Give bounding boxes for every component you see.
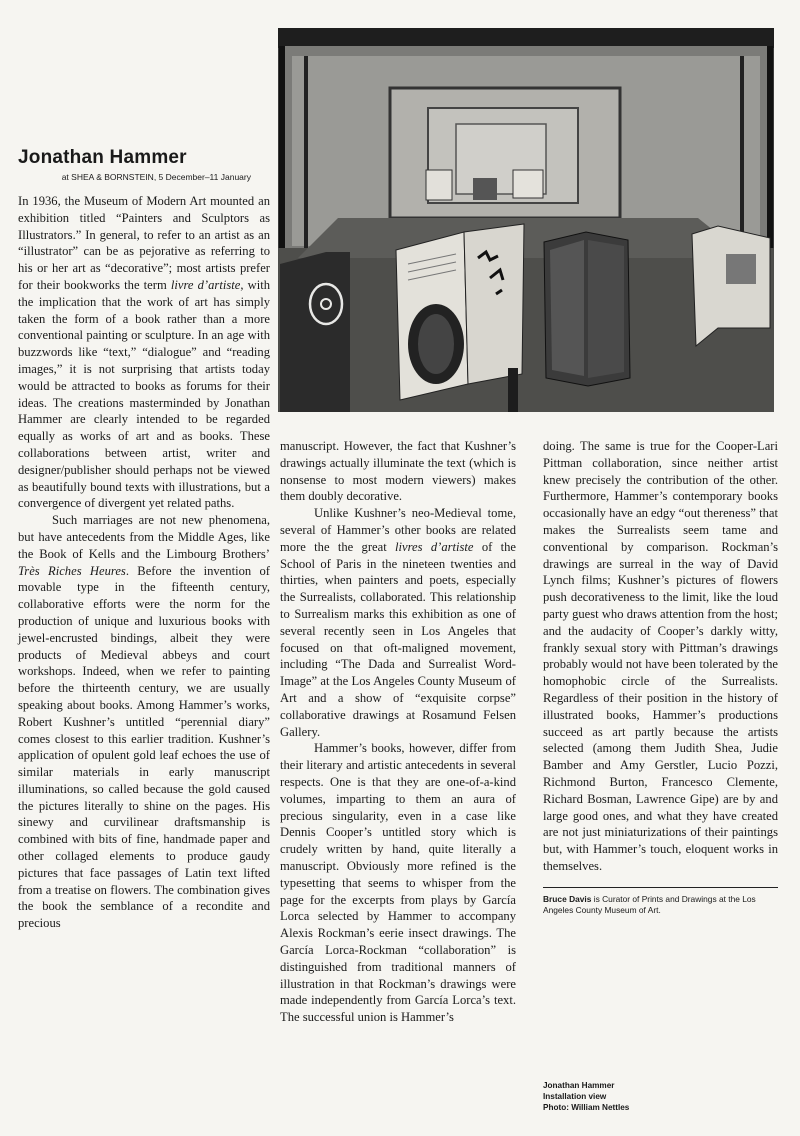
paragraph: Unlike Kushner’s neo-Medieval tome, several of Hammer’s other books are related more the the great livres d’artiste of the School of Paris in the nineteen twenties and thirties, when painters and poets, especially the Surrealists, collaborated. This relationship to Surrealism marks this exhibition as one of several recently seen in Los Angeles that focused on that oft-maligned movement, including “The Dada and Surrealist Word-Image” at the Los Angeles County Museum of Art and a show of “exquisite corpse” collaborative drawings at Rosamund Felsen Gallery.	[280, 506, 516, 739]
photo-caption	[543, 1080, 743, 1113]
text-column-2	[280, 438, 516, 1026]
installation-photo-drawing	[278, 28, 774, 412]
paragraph: In 1936, the Museum of Modern Art mounted an exhibition titled “Painters and Sculptors as Illustrators.” In general, to refer to an artist as an “illustrator” can be as pejorative as referring to his or her art as “decorative”; most artists prefer for their bookworks the term livre d’artiste, with the implication that the work of art has simply taken the form of a book rather than a more conventional painting or sculpture. In an age with buzzwords like “text,” “dialogue” and “reading images,” it is not surprising that artists today would be attracted to books as forums for their ideas. The creations masterminded by Jonathan Hammer are clearly intended to be regarded equally as works of art and as books. These collaborations between artist, writer and designer/publisher should perhaps not be viewed as beautifully bound texts with illustrations, but a convergence of divergent yet related paths.	[18, 194, 271, 511]
author-bio: Bruce Davis is Curator of Prints and Drawings at the Los Angeles County Museum of Art.	[543, 894, 756, 915]
caption-title: Jonathan Hammer	[543, 1081, 615, 1090]
caption-credit: Photo: William Nettles	[543, 1103, 630, 1112]
caption-description: Installation view	[543, 1092, 607, 1101]
paragraph: Such marriages are not new phenomena, but have antecedents from the Middle Ages, like the Book of Kells and the Limbourg Brothers’ Très Riches Heures. Before the invention of movable type in the fifteenth century, collaborative efforts were the norm for the production of unique and luxurious books with jewel-encrusted bindings, albeit they were products of Medieval abbeys and court workshops. Indeed, when we refer to painting before the thirteenth century, we are usually speaking about books. Among Hammer’s works, Robert Kushner’s untitled “perennial diary” comes closest to this earlier tradition. Kushner’s application of opulent gold leaf echoes the use of similar materials in early manuscript illuminations, so called because the gold caused the pictures literally to shine on the pages. His sinewy and curvilinear draftsmanship is combined with bits of fine, handmade paper and other collaged elements to produce gaudy pictures that face passages of Latin text lifted from a treatise on flowers. The combination gives the book the semblance of a recondite and precious	[18, 513, 270, 931]
article-headline: Jonathan Hammer	[18, 147, 187, 168]
paragraph: Hammer’s books, however, differ from their literary and artistic antecedents in several respects. One is that they are one-of-a-kind volumes, imparting to them an aura of precious singularity, even in a case like Dennis Cooper’s untitled story which is crudely written by hand, quite literally a manuscript. Obviously more refined is the typesetting that seems to whisper from the page for the excerpts from plays by García Lorca selected by Hammer to accompany Alexis Rockman’s eerie insect drawings. The García Lorca-Rockman “collaboration” is distinguished from traditional manners of illustration in that Rockman’s drawings were made independently from García Lorca’s text. The successful union is Hammer’s	[280, 741, 516, 1025]
bio-divider	[543, 887, 778, 888]
installation-photo	[278, 28, 774, 412]
text-column-3	[543, 438, 778, 875]
text-column-1	[18, 193, 270, 932]
author-name: Bruce Davis	[543, 894, 592, 904]
paragraph: manuscript. However, the fact that Kushner’s drawings actually illuminate the text (which is nonsense to most modern viewers) makes them doubly decorative.	[280, 439, 516, 504]
paragraph: doing. The same is true for the Cooper-Lari Pittman collaboration, since neither artist knew precisely the contribution of the other. Furthermore, Hammer’s contemporary books occasionally have an edgy “out thereness” that makes the Surrealists seem tame and conventional by comparison. Rockman’s drawings are surreal in the way of David Lynch films; Kushner’s pictures of flowers push decorativeness to the limit, like the loud party guest who draws attention from the host; and the audacity of Cooper’s darkly witty, frankly sexual story with Pittman’s drawings probably would not have been tolerated by the homophobic circle of the Surrealists. Regardless of their position in the history of illustrated books, Hammer’s productions succeed as art partly because the artists selected (among them Judith Shea, Judie Bamber and Amy Gerstler, Lucio Pozzi, Richmond Burton, Francesco Clemente, Richard Bosman, Lawrence Gipe) are by and large good ones, and what they have created are not just miniaturizations of their paintings but, with Hammer’s touch, eloquent works in themselves.	[543, 439, 778, 873]
exhibition-venue: at SHEA & BORNSTEIN, 5 December–11 January	[61, 172, 251, 182]
